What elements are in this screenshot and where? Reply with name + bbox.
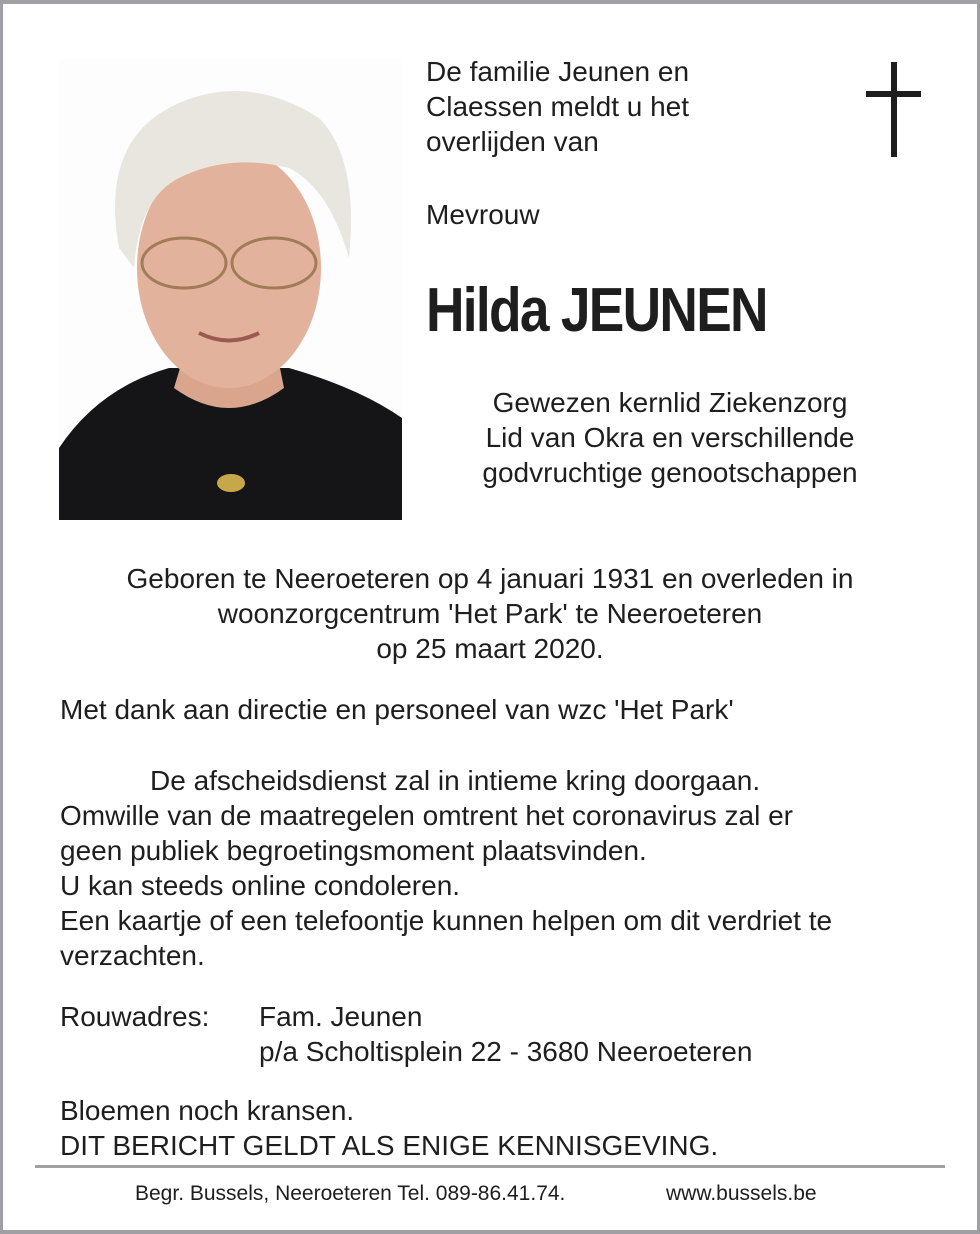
address-line: p/a Scholtisplein 22 - 3680 Neeroeteren	[259, 1036, 753, 1067]
portrait-photo	[59, 58, 402, 520]
service-line: geen publiek begroetingsmoment plaatsvinden.	[60, 835, 647, 866]
closing-line: Bloemen noch kransen.	[60, 1095, 355, 1126]
undertaker-info: Begr. Bussels, Neeroeteren Tel. 089-86.41.74.	[135, 1182, 566, 1205]
intro-text	[426, 54, 689, 159]
affiliations	[440, 385, 900, 490]
salutation: Mevrouw	[426, 199, 540, 230]
service-line: verzachten.	[60, 940, 205, 971]
birth-death-info	[40, 561, 940, 666]
affiliation-line: godvruchtige genootschappen	[482, 457, 858, 488]
address-line: Fam. Jeunen	[259, 1001, 423, 1032]
birth-death-line: woonzorgcentrum 'Het Park' te Neeroeteren	[217, 598, 763, 629]
deceased-name: Hilda JEUNEN	[426, 276, 767, 345]
intro-line: overlijden van	[426, 126, 599, 157]
birth-death-line: op 25 maart 2020.	[376, 633, 604, 664]
thanks-text: Met dank aan directie en personeel van wzc 'Het Park'	[60, 694, 734, 725]
website-link[interactable]: www.bussels.be	[666, 1182, 817, 1205]
service-line: U kan steeds online condoleren.	[60, 870, 461, 901]
service-info	[60, 763, 832, 973]
closing-text	[60, 1093, 718, 1163]
service-line: De afscheidsdienst zal in intieme kring doorgaan.	[150, 765, 761, 796]
address	[259, 999, 752, 1069]
affiliation-line: Lid van Okra en verschillende	[485, 422, 855, 453]
address-label: Rouwadres:	[60, 1001, 210, 1032]
intro-line: De familie Jeunen en	[426, 56, 690, 87]
intro-line: Claessen meldt u het	[426, 91, 690, 122]
service-line: Omwille van de maatregelen omtrent het coronavirus zal er	[60, 800, 794, 831]
divider	[35, 1165, 945, 1168]
service-line: Een kaartje of een telefoontje kunnen helpen om dit verdriet te	[60, 905, 833, 936]
closing-line: DIT BERICHT GELDT ALS ENIGE KENNISGEVING.	[60, 1130, 719, 1161]
birth-death-line: Geboren te Neeroeteren op 4 januari 1931 en overleden in	[126, 563, 854, 594]
affiliation-line: Gewezen kernlid Ziekenzorg	[492, 387, 848, 418]
